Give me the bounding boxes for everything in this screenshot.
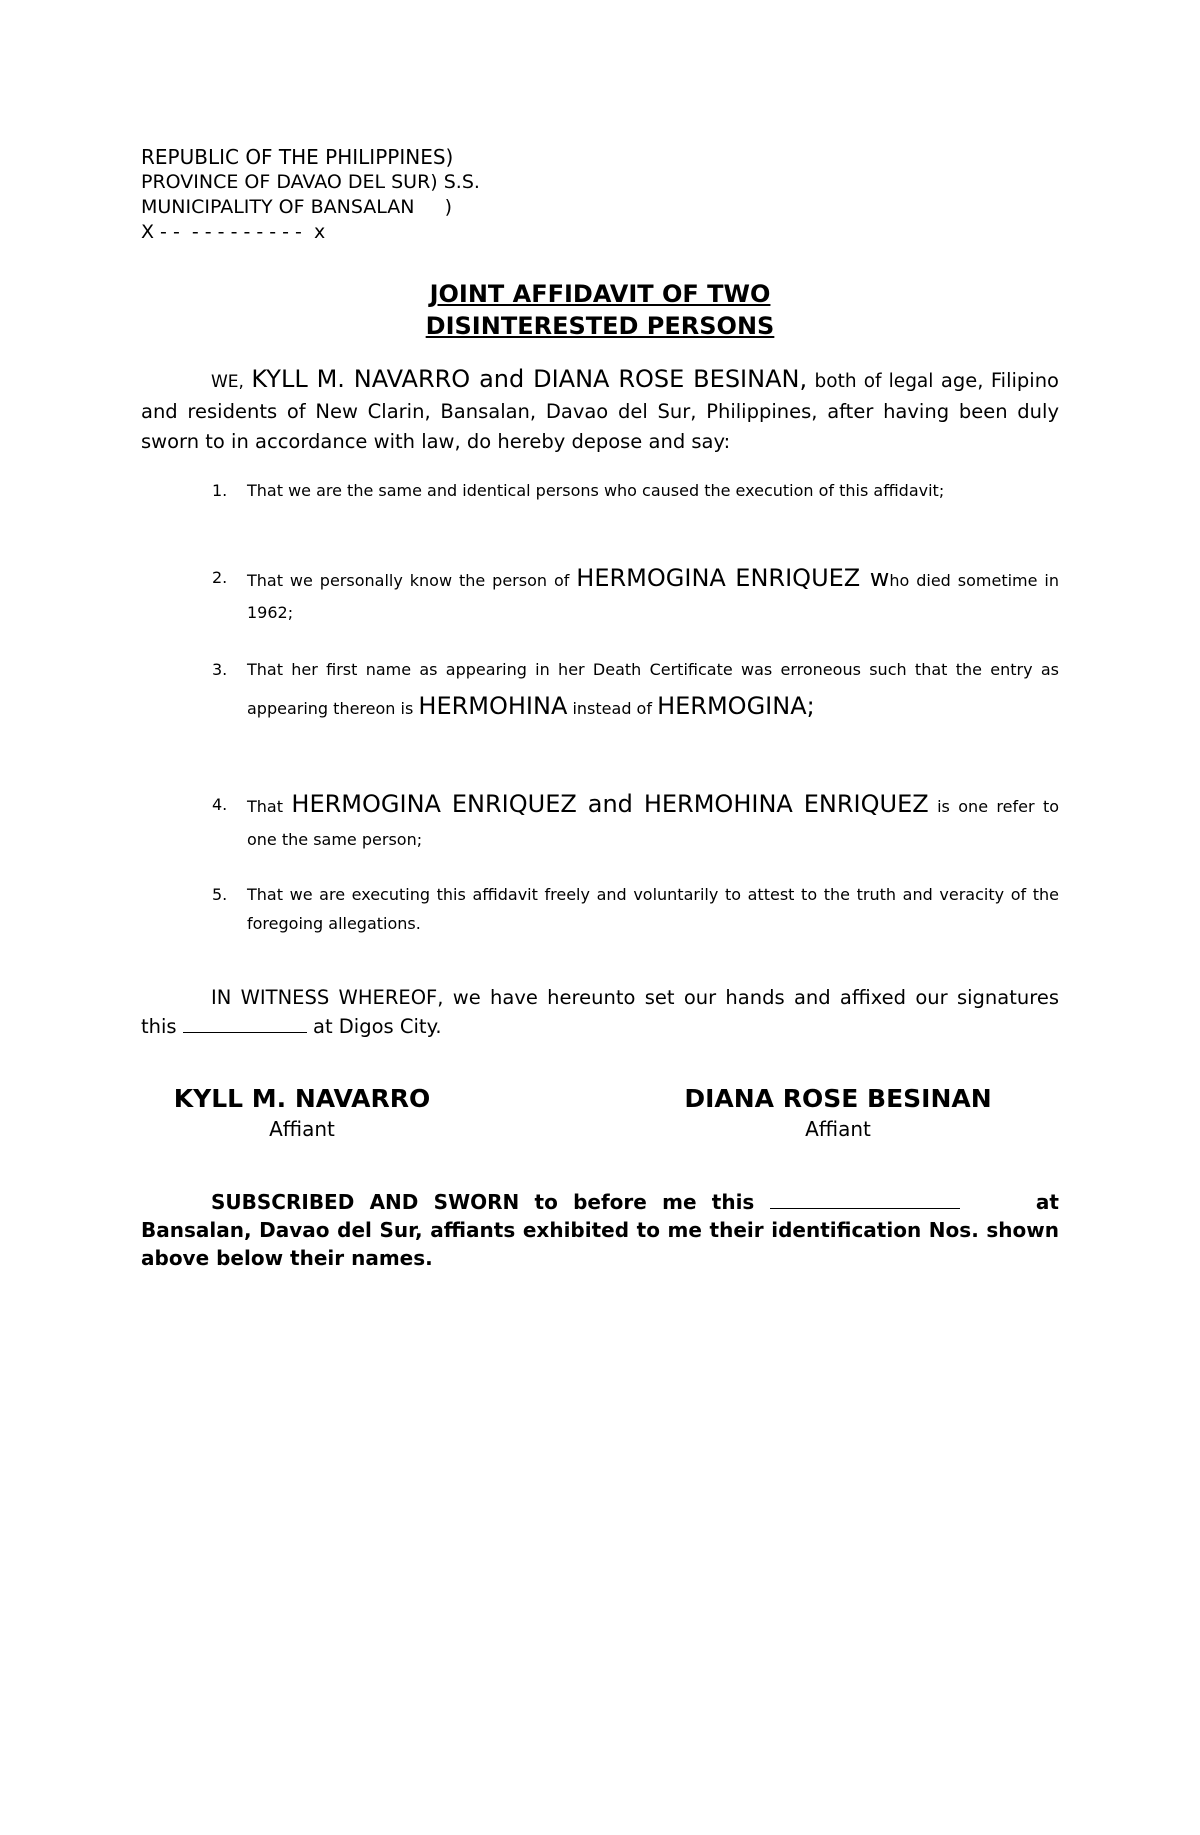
item-text — [247, 652, 1059, 727]
jurat-date-blank — [770, 1190, 960, 1209]
item-text-post: ho died sometime in 1962; — [247, 571, 1059, 622]
erroneous-name: HERMOHINA — [418, 692, 568, 720]
item-text-pre: That — [247, 797, 283, 816]
title-line-2: DISINTERESTED PERSONS — [425, 312, 775, 340]
correct-name: HERMOGINA; — [657, 692, 815, 720]
item-text: That we are executing this affidavit freely and voluntarily to attest to the truth and veracity of the foregoing allegations. — [247, 885, 1059, 933]
signature-affiant-1 — [163, 1083, 441, 1143]
intro-we: WE, — [211, 372, 244, 392]
person-name: HERMOGINA ENRIQUEZ w — [576, 564, 890, 592]
item-text-post: is one refer to one the same person; — [247, 797, 1060, 849]
venue-separator: X - - - - - - - - - - - x — [141, 221, 326, 243]
intro-affiant-names: KYLL M. NAVARRO and DIANA ROSE BESINAN, — [251, 365, 808, 393]
affiant-role: Affiant — [805, 1117, 871, 1141]
item-text-mid: instead of — [572, 699, 652, 718]
item-text: That we are the same and identical persons who caused the execution of this affidavit; — [247, 481, 945, 500]
venue-block — [141, 144, 480, 245]
item-number: 1. — [212, 481, 228, 500]
jurat-paragraph — [141, 1188, 1059, 1272]
item-text — [247, 562, 1059, 629]
item-number: 2. — [212, 568, 228, 587]
date-blank — [183, 1014, 307, 1033]
affiant-role: Affiant — [269, 1117, 335, 1141]
intro-both: both of legal — [814, 371, 934, 392]
document-title — [141, 278, 1059, 342]
title-line-1: JOINT AFFIDAVIT OF TWO — [429, 280, 771, 308]
person-names: HERMOGINA ENRIQUEZ and HERMOHINA ENRIQUEZ — [291, 790, 929, 818]
affiant-name: KYLL M. NAVARRO — [173, 1084, 431, 1113]
witness-paragraph — [141, 983, 1059, 1041]
venue-municipality: MUNICIPALITY OF BANSALAN ) — [141, 196, 453, 218]
item-number: 5. — [212, 885, 228, 904]
affiant-name: DIANA ROSE BESINAN — [684, 1084, 992, 1113]
intro-rest: age, Filipino and residents of New Clarin, Bansalan, Davao del Sur, Philippines, after having been duly sworn to in accordance with law, do hereby depose and say: — [141, 369, 1059, 453]
item-number: 4. — [212, 795, 228, 814]
venue-republic: REPUBLIC OF THE PHILIPPINES) — [141, 145, 454, 169]
item-text-pre: That we personally know the person of — [247, 571, 570, 590]
item-text-pre: That her first name as appearing in her Death Certificate was erroneous such that the entry as appearing thereon is — [247, 660, 1059, 718]
witness-text-2: at Digos City. — [313, 1015, 442, 1038]
signature-affiant-2 — [649, 1083, 1027, 1143]
witness-text-1: IN WITNESS WHEREOF, we have hereunto set our hands and affixed our signatures this — [141, 986, 1059, 1038]
jurat-text-1: SUBSCRIBED AND SWORN to before me this — [211, 1190, 755, 1214]
item-number: 3. — [212, 660, 228, 679]
venue-province: PROVINCE OF DAVAO DEL SUR) S.S. — [141, 171, 480, 193]
jurat-text-2: at Bansalan, Davao del Sur, affiants exhibited to me their identification Nos. shown above below their names. — [141, 1190, 1059, 1270]
item-text — [247, 788, 1059, 856]
intro-paragraph — [141, 364, 1059, 457]
